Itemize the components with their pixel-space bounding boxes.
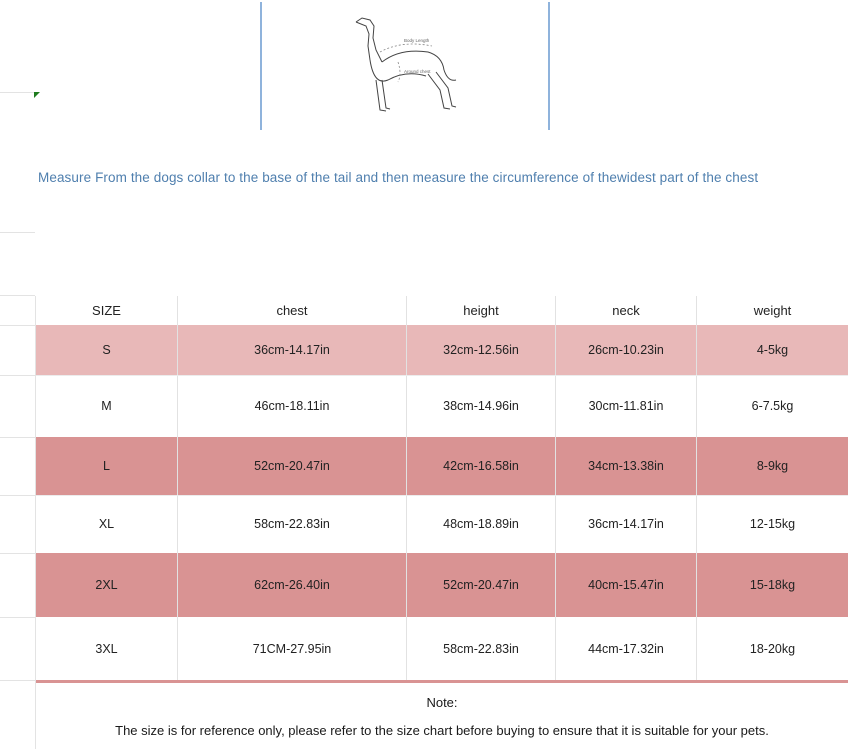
table-row xyxy=(36,617,848,680)
gutter-line xyxy=(0,617,35,618)
cell-size: 2XL xyxy=(36,553,178,617)
hidden-row-strip xyxy=(36,680,848,683)
cell-chest: 52cm-20.47in xyxy=(178,437,407,495)
note-text: The size is for reference only, please refer to the size chart before buying to ensure that it is suitable for your pets. xyxy=(115,723,769,738)
cell-size: 3XL xyxy=(36,617,178,680)
table-row xyxy=(36,495,848,553)
header-height: height xyxy=(407,296,556,325)
gutter-line xyxy=(0,495,35,496)
gutter-line xyxy=(0,375,35,376)
cell-weight: 6-7.5kg xyxy=(751,399,794,413)
measure-instruction: Measure From the dogs collar to the base of the tail and then measure the circumference of thewidest part of the chest xyxy=(38,170,759,185)
greyhound-illustration xyxy=(340,10,470,116)
cell-neck: 26cm-10.23in xyxy=(556,325,697,375)
gutter-line xyxy=(0,232,35,233)
table-header-row xyxy=(36,296,848,325)
image-border-right xyxy=(548,2,550,130)
cell-height: 52cm-20.47in xyxy=(407,553,556,617)
header-chest: chest xyxy=(178,296,407,325)
table-row xyxy=(36,553,848,617)
cell-size: M xyxy=(36,375,178,437)
cell-weight: 4-5kg xyxy=(756,343,789,357)
cell-neck: 40cm-15.47in xyxy=(556,553,697,617)
table-row xyxy=(36,437,848,495)
cell-height: 58cm-22.83in xyxy=(407,617,556,680)
cell-weight: 8-9kg xyxy=(756,459,789,473)
gutter-line xyxy=(0,437,35,438)
cell-neck: 30cm-11.81in xyxy=(556,375,697,437)
cell-chest: 36cm-14.17in xyxy=(178,325,407,375)
gutter-line xyxy=(0,680,35,681)
cell-chest: 62cm-26.40in xyxy=(178,553,407,617)
cell-height: 38cm-14.96in xyxy=(407,375,556,437)
cell-weight: 12-15kg xyxy=(749,517,796,531)
cell-chest: 58cm-22.83in xyxy=(178,495,407,553)
cell-weight: 18-20kg xyxy=(749,641,796,656)
header-weight: weight xyxy=(753,303,792,318)
note-title: Note: xyxy=(426,695,458,710)
gutter-line xyxy=(0,295,35,296)
cell-chest: 46cm-18.11in xyxy=(178,375,407,437)
table-row xyxy=(36,375,848,437)
cell-size: S xyxy=(36,325,178,375)
cell-weight: 15-18kg xyxy=(749,578,796,592)
table-row xyxy=(36,325,848,375)
image-border-left xyxy=(260,2,262,130)
gutter-line xyxy=(0,553,35,554)
cell-neck: 34cm-13.38in xyxy=(556,437,697,495)
header-size: SIZE xyxy=(36,296,178,325)
cell-size: L xyxy=(36,437,178,495)
cell-size: XL xyxy=(36,495,178,553)
cell-height: 42cm-16.58in xyxy=(407,437,556,495)
selected-cell-marker[interactable] xyxy=(34,92,40,98)
gutter-line xyxy=(0,92,35,93)
cell-neck: 44cm-17.32in xyxy=(556,617,697,680)
row-separator xyxy=(36,375,848,376)
cell-height: 32cm-12.56in xyxy=(407,325,556,375)
cell-height: 48cm-18.89in xyxy=(407,495,556,553)
gutter-line xyxy=(0,325,35,326)
label-around-chest: Around chest xyxy=(404,69,431,74)
row-separator xyxy=(36,495,848,496)
label-body-length: Body Length xyxy=(404,38,430,43)
header-neck: neck xyxy=(556,296,697,325)
cell-neck: 36cm-14.17in xyxy=(556,495,697,553)
cell-chest: 71CM-27.95in xyxy=(178,617,407,680)
